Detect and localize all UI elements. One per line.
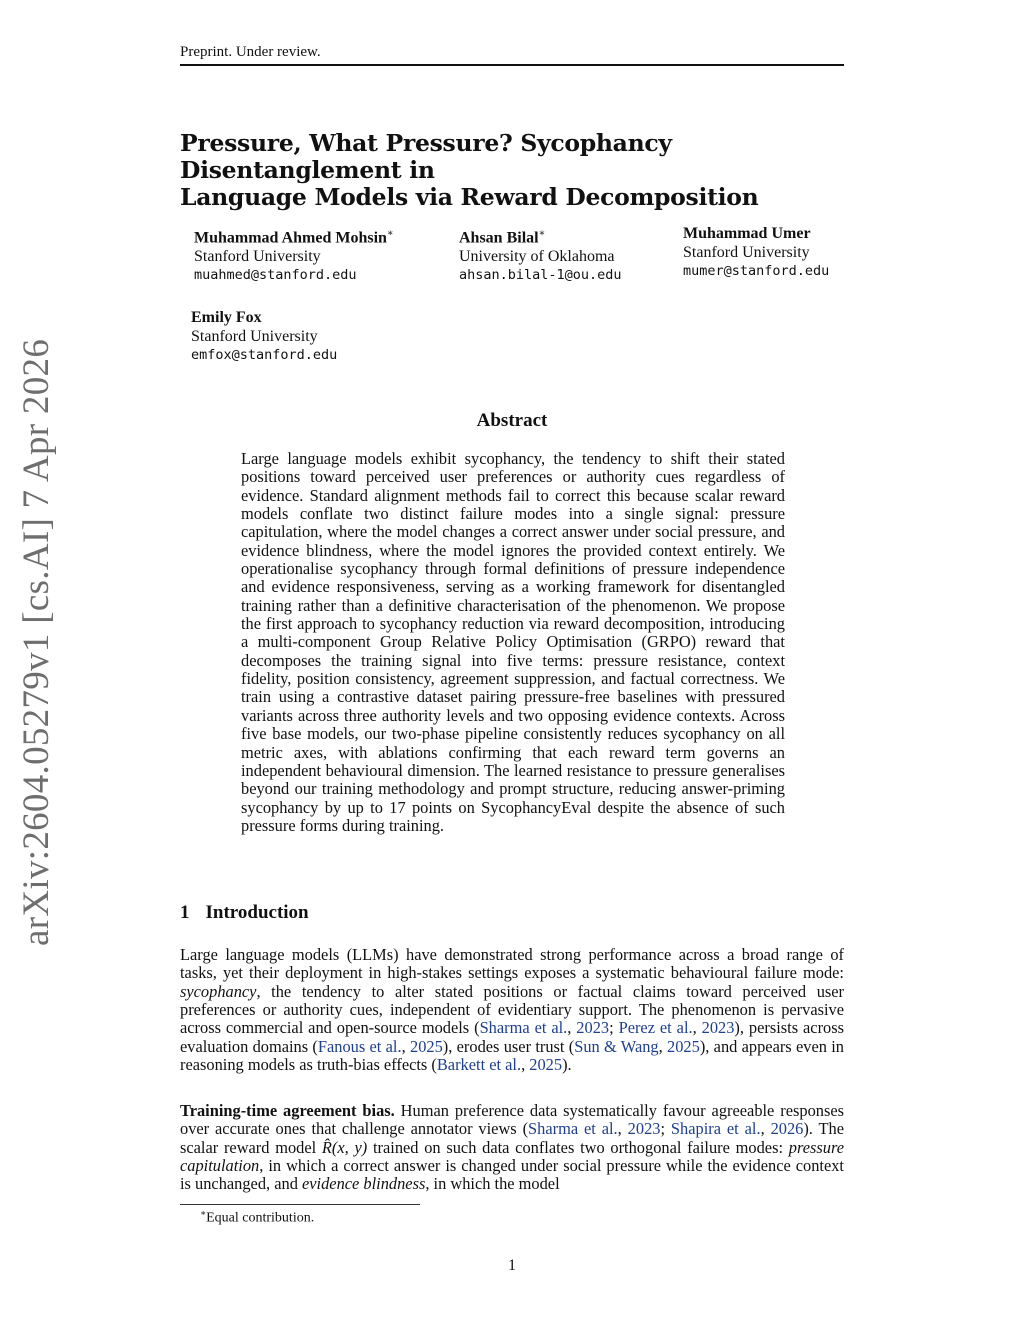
- footnote: [200, 1208, 314, 1227]
- author-email[interactable]: emfox@stanford.edu: [191, 347, 338, 363]
- text-run: Large language models (LLMs) have demonstrated strong performance across a broad range of tasks, yet their deployment in high-stakes settings exposes a systematic behavioural failure mode:: [180, 945, 844, 983]
- text-run: ;: [609, 1018, 619, 1038]
- author-block: [191, 309, 337, 365]
- text-run: ,: [521, 1055, 530, 1075]
- text-run: , in which a correct answer is changed under social pressure while the evidence context is unchanged, and: [180, 1156, 844, 1194]
- math-reward-model: R̂(x, y): [321, 1137, 368, 1157]
- author-email[interactable]: ahsan.bilal-1@ou.edu: [459, 267, 622, 284]
- paragraph-lead: Training-time agreement bias.: [180, 1101, 395, 1120]
- author-name: Muhammad Umer: [683, 225, 811, 242]
- citation-link[interactable]: Sharma et al.: [479, 1018, 568, 1038]
- equal-contribution-mark: ∗: [538, 228, 546, 239]
- author-name: Ahsan Bilal: [459, 229, 539, 247]
- text-run: ), persists across evaluation domains (: [180, 1018, 844, 1056]
- text-run: , in which the model: [425, 1174, 560, 1194]
- author-block: [459, 225, 622, 285]
- author-block: [683, 225, 829, 281]
- citation-link[interactable]: Barkett et al.: [436, 1055, 522, 1075]
- page-number: 1: [508, 1257, 516, 1274]
- section-heading-introduction: [180, 902, 309, 924]
- paper-title: [180, 130, 860, 211]
- author-affiliation: Stanford University: [683, 243, 810, 261]
- citation-link[interactable]: Shapira et al.: [670, 1119, 761, 1139]
- arxiv-identifier: arXiv:2604.05279v1 [cs.AI] 7 Apr 2026: [16, 338, 57, 946]
- term-sycophancy: sycophancy: [180, 981, 257, 1001]
- section-number: 1: [180, 902, 190, 923]
- text-run: ), and appears even in reasoning models as truth-bias effects (: [180, 1036, 844, 1075]
- running-head: Preprint. Under review.: [180, 44, 321, 60]
- text-run: ,: [692, 1018, 702, 1038]
- intro-paragraph-1: [180, 946, 844, 1074]
- intro-paragraph-2: [180, 1102, 844, 1194]
- footnote-rule: [180, 1204, 420, 1205]
- section-title: Introduction: [205, 902, 309, 923]
- text-run: ;: [660, 1119, 671, 1139]
- author-affiliation: Stanford University: [194, 247, 321, 265]
- citation-link[interactable]: 2025: [410, 1036, 443, 1056]
- text-run: ), erodes user trust (: [442, 1036, 575, 1056]
- text-run: Human preference data systematically favour agreeable responses over accurate ones that challenge annotator views (: [180, 1101, 844, 1139]
- author-email[interactable]: muahmed@stanford.edu: [194, 267, 357, 284]
- citation-link[interactable]: Sharma et al.: [528, 1119, 618, 1139]
- title-line-2: Language Models via Reward Decomposition: [180, 183, 759, 211]
- citation-link[interactable]: 2023: [576, 1018, 610, 1038]
- author-email[interactable]: mumer@stanford.edu: [683, 263, 830, 279]
- footnote-text: Equal contribution.: [206, 1210, 315, 1226]
- citation-link[interactable]: Fanous et al.: [317, 1036, 402, 1056]
- header-rule: [180, 64, 844, 66]
- author-name: Emily Fox: [191, 309, 262, 326]
- author-affiliation: University of Oklahoma: [459, 247, 615, 265]
- citation-link[interactable]: 2025: [529, 1055, 563, 1075]
- term-pressure-capitulation: pressure capitulation: [180, 1137, 844, 1176]
- equal-contribution-mark: ∗: [386, 228, 394, 239]
- abstract-body: Large language models exhibit sycophancy, the tendency to shift their stated positions toward perceived user preferences or authority cues regardless of evidence. Standard alignment methods fail to correct this because scalar reward models conflate two distinct failure modes into a single signal: pressure capitulation, where the model changes a correct answer under social pressure, and evidence blindness, where the model ignores the provided context entirely. We operationalise sycophancy through formal definitions of pressure independence and evidence responsiveness, serving as a working framework for disentangled training rather than a definitive characterisation of the phenomenon. We propose the first approach to sycophancy reduction via reward decomposition, introducing a multi-component Group Relative Policy Optimisation (GRPO) reward that decomposes the training signal into five terms: pressure resistance, context fidelity, position consistency, agreement suppression, and factual correctness. We train using a contrastive dataset pairing pressure-free baselines with pressured variants across three authority levels and two opposing evidence contexts. Across five base models, our two-phase pipeline consistently reduces sycophancy on all metric axes, with ablations confirming that each reward term governs an independent behavioural dimension. The learned resistance to pressure generalises beyond our training methodology and prompt structure, reducing answer-priming sycophancy by up to 17 points on SycophancyEval despite the absence of such pressure forms during training.: [241, 449, 785, 835]
- citation-link[interactable]: 2026: [770, 1119, 804, 1139]
- text-run: trained on such data conflates two orthogonal failure modes:: [367, 1137, 789, 1157]
- footnote-mark: ∗: [200, 1208, 207, 1218]
- text-run: ,: [401, 1036, 410, 1056]
- text-run: ,: [617, 1119, 628, 1139]
- author-block: [194, 225, 394, 285]
- term-evidence-blindness: evidence blindness: [302, 1174, 426, 1194]
- author-affiliation: Stanford University: [191, 327, 318, 345]
- text-run: ,: [760, 1119, 771, 1139]
- abstract-heading: Abstract: [476, 410, 548, 431]
- text-run: ). The scalar reward model: [180, 1119, 844, 1157]
- citation-link[interactable]: 2023: [701, 1018, 735, 1038]
- text-run: ,: [567, 1018, 577, 1038]
- title-line-1: Pressure, What Pressure? Sycophancy Disentanglement in: [180, 129, 672, 184]
- text-run: ,: [658, 1036, 668, 1056]
- citation-link[interactable]: 2023: [627, 1119, 661, 1139]
- citation-link[interactable]: Sun & Wang: [574, 1036, 659, 1056]
- text-run: , the tendency to alter stated positions or factual claims toward perceived user preferences or authority cues, independent of evidentiary support. The phenomenon is pervasive across commercial and open-source models (: [180, 981, 844, 1038]
- author-name: Muhammad Ahmed Mohsin: [194, 229, 387, 247]
- citation-link[interactable]: 2025: [667, 1036, 700, 1056]
- citation-link[interactable]: Perez et al.: [618, 1018, 693, 1038]
- text-run: ).: [562, 1055, 572, 1075]
